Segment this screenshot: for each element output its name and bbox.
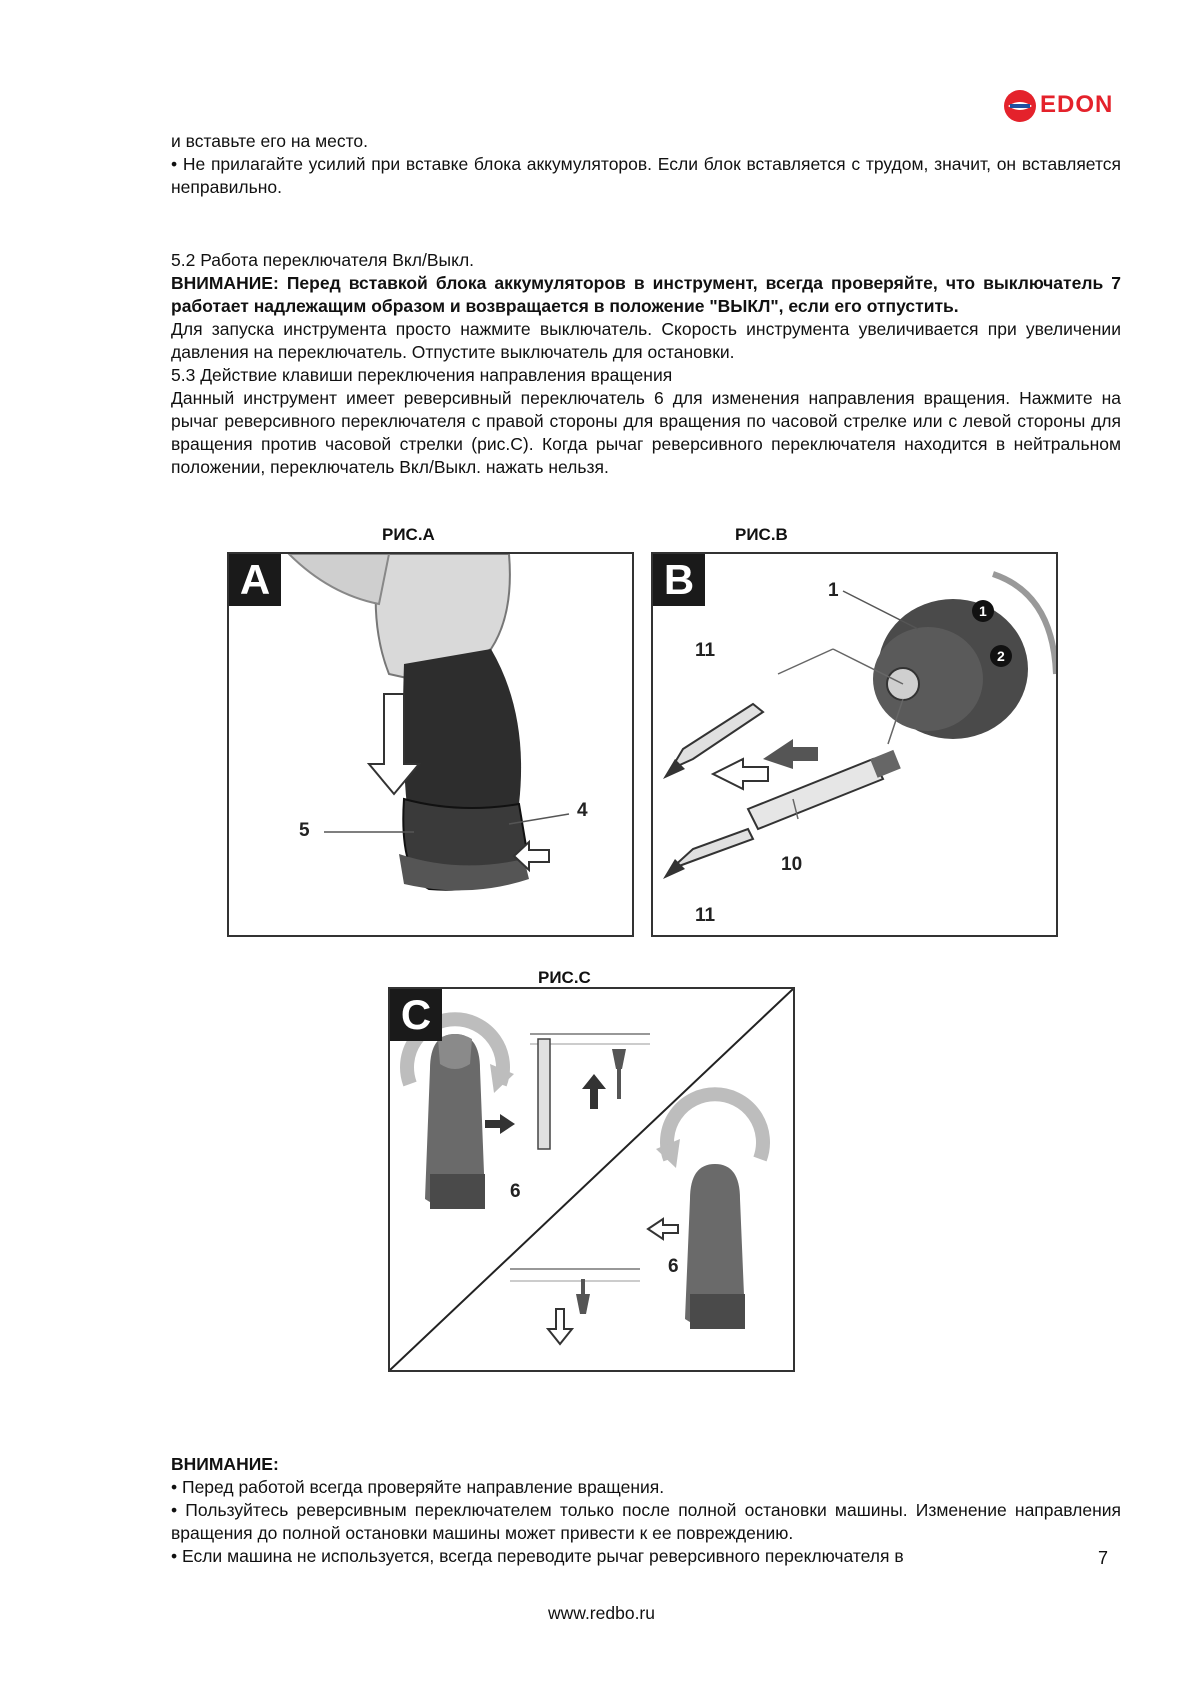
figure-c-caption: РИС.С	[538, 968, 591, 987]
figure-c-letter: C	[390, 989, 442, 1041]
attention-bullet-2: • Пользуйтесь реверсивным переключателем только после полной остановки машины. Изменение направления вращения до полной остановки машины может привести к ее повреждению.	[171, 1500, 1121, 1543]
brand-logo	[1000, 86, 1114, 126]
section-5-3-heading: 5.3 Действие клавиши переключения направления вращения	[171, 365, 673, 385]
figure-a-caption: РИС.А	[382, 525, 435, 544]
page-number: 7	[1098, 1548, 1109, 1568]
section-5-2-heading: 5.2 Работа переключателя Вкл/Выкл.	[171, 250, 475, 270]
intro-line-1: и вставьте его на место.	[171, 131, 369, 151]
logo-text: EDON	[1040, 91, 1114, 118]
figure-c-illustration	[390, 989, 793, 1370]
figure-c-label-6-left: 6	[510, 1181, 521, 1202]
sections-text	[171, 249, 1121, 479]
figure-b-letter: B	[653, 554, 705, 606]
figure-b	[651, 552, 1058, 937]
attention-bullet-1: • Перед работой всегда проверяйте направление вращения.	[171, 1477, 665, 1497]
figure-b-label-11-top: 11	[695, 640, 716, 661]
attention-section	[171, 1453, 1121, 1568]
section-5-2-body: Для запуска инструмента просто нажмите выключатель. Скорость инструмента увеличивается при увеличении давления на переключатель. Отпустите выключатель для остановки.	[171, 319, 1121, 362]
figure-a-label-4: 4	[577, 800, 588, 821]
figure-a-illustration	[229, 554, 632, 935]
figure-c-label-6-right: 6	[668, 1256, 679, 1277]
footer-url[interactable]: www.redbo.ru	[548, 1603, 655, 1623]
attention-heading: ВНИМАНИЕ:	[171, 1454, 279, 1474]
attention-bullet-3: • Если машина не используется, всегда переводите рычаг реверсивного переключателя в	[171, 1546, 904, 1566]
figure-b-label-11-bottom: 11	[695, 905, 716, 926]
svg-text:2: 2	[997, 648, 1005, 664]
logo-mark-icon	[1000, 86, 1040, 126]
svg-text:1: 1	[979, 603, 987, 619]
figure-a	[227, 552, 634, 937]
figure-a-label-5: 5	[299, 820, 310, 841]
figure-c	[388, 987, 795, 1372]
intro-text	[171, 130, 1121, 199]
figure-a-letter: A	[229, 554, 281, 606]
section-5-2-warning: ВНИМАНИЕ: Перед вставкой блока аккумуляторов в инструмент, всегда проверяйте, что выключатель 7 работает надлежащим образом и возвращается в положение "ВЫКЛ", если его отпустить.	[171, 273, 1121, 316]
figure-b-label-1: 1	[828, 580, 839, 601]
figure-b-caption: РИС.В	[735, 525, 788, 544]
intro-line-2: • Не прилагайте усилий при вставке блока аккумуляторов. Если блок вставляется с трудом, значит, он вставляется неправильно.	[171, 154, 1121, 197]
section-5-3-body: Данный инструмент имеет реверсивный переключатель 6 для изменения направления вращения. Нажмите на рычаг реверсивного переключателя с правой стороны для вращения по часовой стрелке или с левой стороны для вращения против часовой стрелки (рис.C). Когда рычаг реверсивного переключателя находится в нейтральном положении, переключатель Вкл/Выкл. нажать нельзя.	[171, 388, 1121, 477]
figure-b-label-10: 10	[781, 854, 803, 875]
figure-b-illustration	[653, 554, 1056, 935]
